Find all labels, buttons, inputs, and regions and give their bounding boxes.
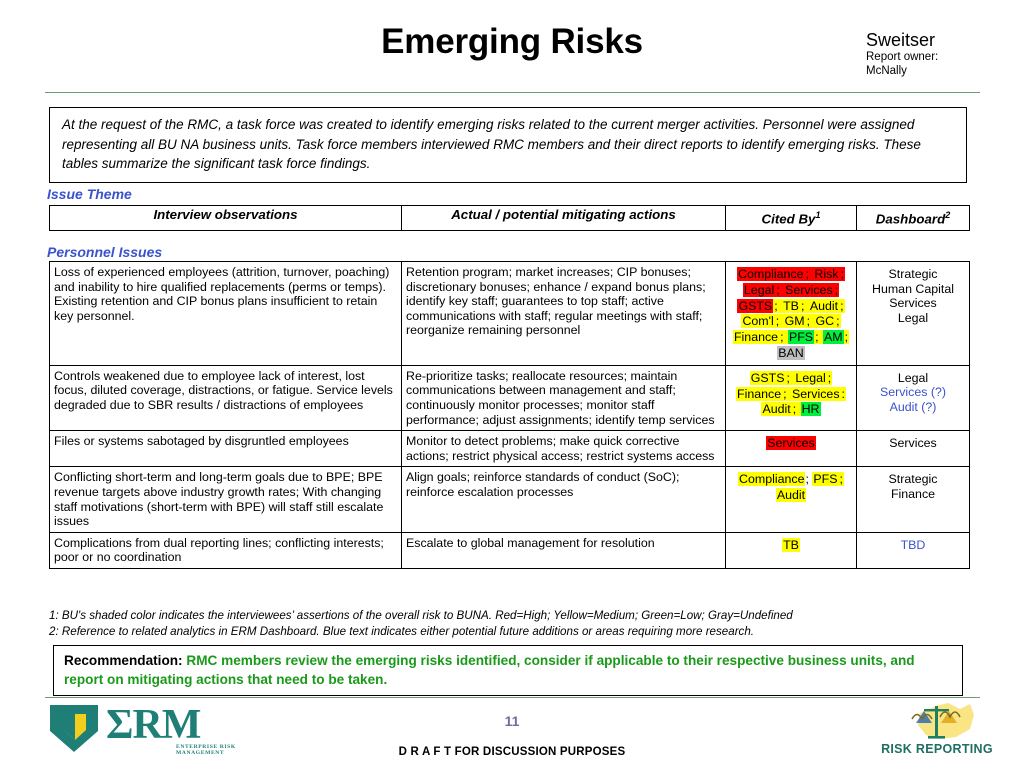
dashboard-reference: Strategic <box>888 472 938 487</box>
cited-by-business-unit: Legal <box>795 370 826 385</box>
cell-dashboard <box>857 365 970 430</box>
column-header-footnote-marker: 1 <box>815 210 821 220</box>
erm-logo-subtitle: ENTERPRISE RISK MANAGEMENT <box>176 744 236 756</box>
cited-by-business-unit: ; <box>815 330 822 345</box>
cited-by-business-unit: ; <box>805 472 813 487</box>
column-header-interview-observations: Interview observations <box>50 206 402 231</box>
cited-by-business-unit: ; <box>844 330 849 345</box>
cited-by-business-unit: Compliance <box>738 267 804 281</box>
scales-of-justice-icon <box>862 702 1012 742</box>
recommendation-box <box>53 645 963 696</box>
dashboard-reference: Audit (?) <box>889 399 937 414</box>
table-row <box>50 431 970 467</box>
table-column-headers <box>49 205 970 231</box>
cited-by-business-unit: : <box>841 386 845 401</box>
dashboard-reference: Human Capital <box>872 281 954 296</box>
cited-by-business-unit: Services <box>792 386 840 401</box>
dashboard-reference: Finance <box>890 486 936 501</box>
cited-by-business-unit: ; <box>839 472 843 487</box>
cited-by-business-unit: Audit <box>809 298 839 313</box>
recommendation-label: Recommendation: <box>64 653 183 668</box>
cited-by-business-unit: ; <box>827 370 832 385</box>
cited-by-business-unit: TB <box>783 537 799 552</box>
erm-sigma-glyph: Σ <box>106 702 133 748</box>
cited-by-business-unit: ; <box>776 282 784 297</box>
footnotes <box>49 608 979 639</box>
risk-reporting-logo <box>862 702 1012 758</box>
risk-reporting-wordmark: RISK REPORTING <box>881 742 993 756</box>
cited-by-business-unit: GM <box>784 314 805 329</box>
table-row <box>50 365 970 430</box>
cell-cited-by <box>726 532 857 568</box>
header-divider <box>45 92 980 93</box>
cited-by-business-unit: ; <box>840 298 844 313</box>
page-number: 11 <box>504 713 520 729</box>
column-header-dashboard: Dashboard$^2$ <box>857 206 970 231</box>
table-header-row <box>50 206 970 231</box>
cited-by-business-unit: GSTS <box>738 298 773 313</box>
table-row <box>50 532 970 568</box>
recommendation-paragraph <box>64 651 954 689</box>
recommendation-text: RMC members review the emerging risks identified, consider if applicable to their respective business units, and report on mitigating actions that need to be taken. <box>64 653 915 687</box>
owner-value: McNally <box>866 65 907 77</box>
cited-by-business-unit: ; <box>836 314 840 329</box>
cell-dashboard <box>857 532 970 568</box>
dashboard-reference: Legal <box>897 370 929 385</box>
cell-cited-by <box>726 467 857 532</box>
dashboard-reference: TBD <box>900 537 926 552</box>
page-title: Emerging Risks <box>381 22 643 61</box>
cell-mitigating-actions: Retention program; market increases; CIP bonuses; discretionary bonuses; enhance / expand bonus plans; identify key staff; guarantees to top staff; active communications with staff; regular meetings with staff; reorganize remaining personnel <box>402 262 726 366</box>
footnote-1: 1: BU's shaded color indicates the interviewees’ assertions of the overall risk to BUNA. Red=High; Yellow=Medium; Green=Low; Gray=Undefined <box>49 609 793 622</box>
cited-by-business-unit: ; <box>792 402 800 417</box>
cited-by-business-unit: PFS <box>813 472 838 487</box>
cited-by-business-unit: Finance <box>733 330 779 345</box>
column-header-cited-by: Cited By$^1$ <box>726 206 857 231</box>
cell-mitigating-actions: Re-prioritize tasks; reallocate resources; maintain communications between management and staff; continuously monitor processes; monitor staff performance; adjust assignments; identify temp services <box>402 365 726 430</box>
cited-by-business-unit: TB <box>783 298 799 313</box>
table-row <box>50 467 970 532</box>
cited-by-business-unit: Compliance <box>739 472 805 487</box>
cited-by-business-unit: ; <box>783 386 790 401</box>
draft-notice: D R A F T FOR DISCUSSION PURPOSES <box>398 746 626 758</box>
cited-by-business-unit: Legal <box>743 282 775 297</box>
column-header-footnote-marker: 2 <box>945 210 951 220</box>
cell-cited-by <box>726 431 857 467</box>
footnote-2: 2: Reference to related analytics in ERM Dashboard. Blue text indicates either potential future additions or areas requiring more research. <box>49 624 755 638</box>
cited-by-business-unit: ; <box>806 314 814 329</box>
cell-cited-by <box>726 262 857 366</box>
dashboard-reference: Legal <box>897 310 929 325</box>
cell-dashboard <box>857 431 970 467</box>
dashboard-reference: Strategic <box>888 267 938 281</box>
owner-label: Report owner: <box>866 51 939 63</box>
cited-by-business-unit: GC <box>815 314 835 329</box>
dashboard-reference: Services (?) <box>879 385 947 400</box>
cited-by-business-unit: ; <box>805 267 813 281</box>
slide-header <box>0 0 1024 94</box>
dashboard-reference: Services <box>889 296 937 311</box>
section-label-personnel-issues: Personnel Issues <box>47 244 163 260</box>
cell-mitigating-actions: Escalate to global management for resolution <box>402 532 726 568</box>
cited-by-business-unit: Audit <box>762 402 791 417</box>
emerging-risks-table <box>49 261 970 569</box>
cited-by-business-unit: PFS <box>788 330 814 345</box>
cited-by-business-unit: ; <box>786 370 794 385</box>
cited-by-business-unit: Finance <box>737 386 782 401</box>
cited-by-business-unit: ; <box>780 330 787 345</box>
cell-dashboard <box>857 467 970 532</box>
intro-text: At the request of the RMC, a task force was created to identify emerging risks related to the current merger activities. Personnel were assigned representing all BU NA business units. Task force members interviewed RMC members and their direct reports to identify emerging risks. These tables summarize the significant task force findings. <box>62 117 921 171</box>
cited-by-business-unit: Com'l <box>742 314 774 329</box>
cited-by-business-unit: ; <box>840 267 844 281</box>
cell-interview-observation: Complications from dual reporting lines; conflicting interests; poor or no coordination <box>50 532 402 568</box>
owner-name: Sweitser <box>866 30 936 50</box>
cell-interview-observation: Controls weakened due to employee lack of interest, lost focus, diluted coverage, distractions, or fatigue. Service levels degraded due to SBR results / distractions of employees <box>50 365 402 430</box>
cell-mitigating-actions: Monitor to detect problems; make quick corrective actions; restrict physical access; restrict systems access <box>402 431 726 467</box>
cited-by-business-unit: HR <box>801 402 820 417</box>
cell-interview-observation: Loss of experienced employees (attrition, turnover, poaching) and inability to hire qualified replacements (perms or temps). Existing retention and CIP bonus plans insufficient to retain key personnel. <box>50 262 402 366</box>
intro-box <box>49 107 967 183</box>
cited-by-business-unit: ; <box>775 314 783 329</box>
cited-by-business-unit: Risk <box>814 267 839 281</box>
column-header-mitigating-actions: Actual / potential mitigating actions <box>402 206 726 231</box>
cell-interview-observation: Conflicting short-term and long-term goals due to BPE; BPE revenue targets above industry growth rates; With changing staff motivations (short-term with BPE) will staff still escalate issues <box>50 467 402 532</box>
cell-cited-by <box>726 365 857 430</box>
cited-by-business-unit: Audit <box>776 488 806 503</box>
cited-by-business-unit: ; <box>800 298 808 313</box>
cell-dashboard <box>857 262 970 366</box>
cited-by-business-unit: Services <box>785 282 833 297</box>
cell-interview-observation: Files or systems sabotaged by disgruntled employees <box>50 431 402 467</box>
cell-mitigating-actions: Align goals; reinforce standards of conduct (SoC); reinforce escalation processes <box>402 467 726 532</box>
cited-by-business-unit: Services <box>767 436 815 451</box>
cited-by-business-unit: AM <box>823 330 843 345</box>
dashboard-reference: Services <box>889 436 937 451</box>
cited-by-business-unit: ; <box>834 282 839 297</box>
report-owner-block <box>866 30 996 78</box>
erm-rm-glyph: RM <box>132 702 201 748</box>
cited-by-business-unit: GSTS <box>750 370 785 385</box>
footer-divider <box>45 697 980 698</box>
section-label-issue-theme: Issue Theme <box>47 186 132 202</box>
cited-by-business-unit: BAN <box>778 345 804 360</box>
cited-by-business-unit: ; <box>774 298 782 313</box>
table-row <box>50 262 970 366</box>
